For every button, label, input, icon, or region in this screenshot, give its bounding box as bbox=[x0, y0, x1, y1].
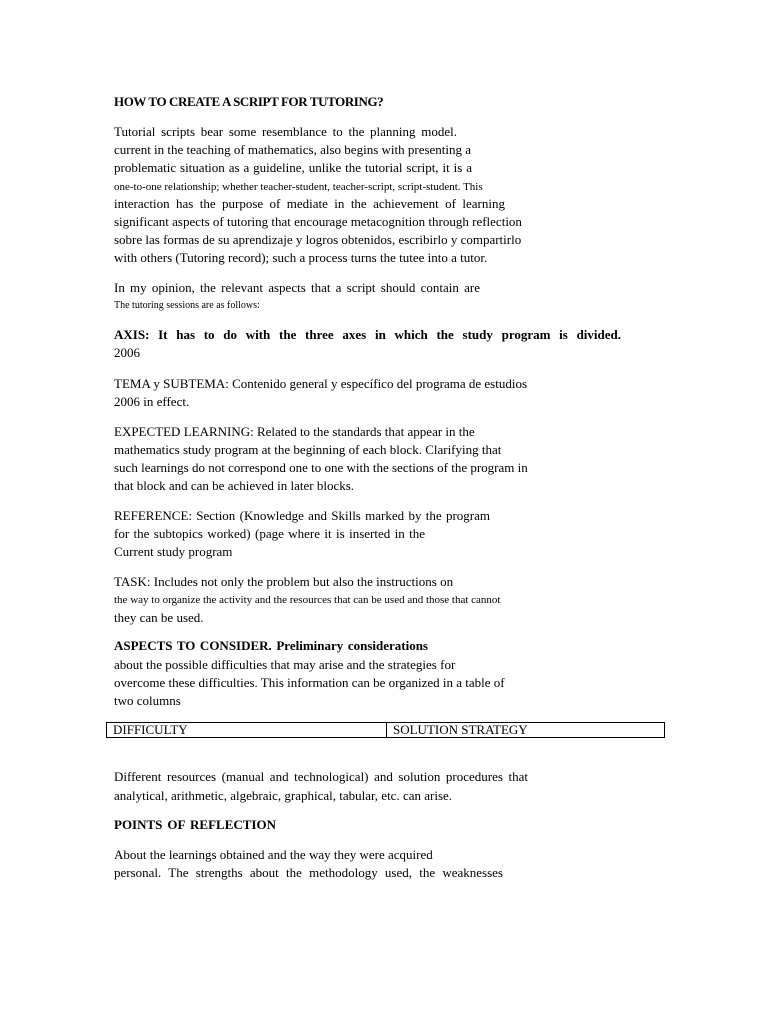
paragraph-line: one-to-one relationship; whether teacher-student, teacher-script, script-student. This bbox=[114, 181, 483, 193]
paragraph-line: current in the teaching of mathematics, also begins with presenting a bbox=[114, 142, 472, 157]
expected-learning-line: such learnings do not correspond one to one with the sections of the program in bbox=[114, 460, 528, 475]
resources-line: analytical, arithmetic, algebraic, graphical, tabular, etc. can arise. bbox=[114, 788, 453, 803]
tema-line: 2006 in effect. bbox=[114, 394, 190, 409]
table-header-solution-strategy: SOLUTION STRATEGY bbox=[393, 722, 528, 737]
expected-learning-line: that block and can be achieved in later blocks. bbox=[114, 478, 355, 493]
aspects-line: overcome these difficulties. This information can be organized in a table of bbox=[114, 675, 505, 690]
paragraph-line: In my opinion, the relevant aspects that a script should contain are bbox=[114, 280, 480, 295]
reference-line: for the subtopics worked) (page where it is inserted in the bbox=[114, 526, 425, 541]
axis-year: 2006 bbox=[114, 345, 140, 360]
tema-line: TEMA y SUBTEMA: Contenido general y específico del programa de estudios bbox=[114, 376, 528, 391]
aspects-heading: ASPECTS TO CONSIDER. Preliminary considerations bbox=[114, 638, 428, 653]
document-title: HOW TO CREATE A SCRIPT FOR TUTORING? bbox=[114, 94, 384, 109]
paragraph-line: sobre las formas de su aprendizaje y logros obtenidos, escribirlo y compartirlo bbox=[114, 232, 522, 247]
paragraph-line: significant aspects of tutoring that encourage metacognition through reflection bbox=[114, 214, 522, 229]
table-header-difficulty: DIFFICULTY bbox=[107, 723, 387, 737]
reference-line: REFERENCE: Section (Knowledge and Skills marked by the program bbox=[114, 508, 490, 523]
paragraph-line: problematic situation as a guideline, unlike the tutorial script, it is a bbox=[114, 160, 472, 175]
points-line: About the learnings obtained and the way they were acquired bbox=[114, 847, 433, 862]
axis-heading: AXIS: It has to do with the three axes in which the study program is divided. bbox=[114, 327, 621, 342]
paragraph-line: The tutoring sessions are as follows: bbox=[114, 300, 260, 311]
aspects-line: two columns bbox=[114, 693, 181, 708]
reference-line: Current study program bbox=[114, 544, 233, 559]
task-line: TASK: Includes not only the problem but also the instructions on bbox=[114, 574, 454, 589]
expected-learning-line: mathematics study program at the beginning of each block. Clarifying that bbox=[114, 442, 502, 457]
task-line: the way to organize the activity and the resources that can be used and those that cannot bbox=[114, 594, 501, 606]
expected-learning-line: EXPECTED LEARNING: Related to the standards that appear in the bbox=[114, 424, 475, 439]
difficulty-strategy-table bbox=[106, 722, 665, 738]
resources-line: Different resources (manual and technological) and solution procedures that bbox=[114, 769, 528, 784]
points-line: personal. The strengths about the methodology used, the weaknesses bbox=[114, 865, 503, 880]
task-line: they can be used. bbox=[114, 610, 204, 625]
paragraph-line: with others (Tutoring record); such a process turns the tutee into a tutor. bbox=[114, 250, 488, 265]
aspects-line: about the possible difficulties that may arise and the strategies for bbox=[114, 657, 456, 672]
points-heading: POINTS OF REFLECTION bbox=[114, 817, 276, 832]
paragraph-line: interaction has the purpose of mediate in the achievement of learning bbox=[114, 196, 505, 211]
paragraph-line: Tutorial scripts bear some resemblance to the planning model. bbox=[114, 124, 457, 139]
